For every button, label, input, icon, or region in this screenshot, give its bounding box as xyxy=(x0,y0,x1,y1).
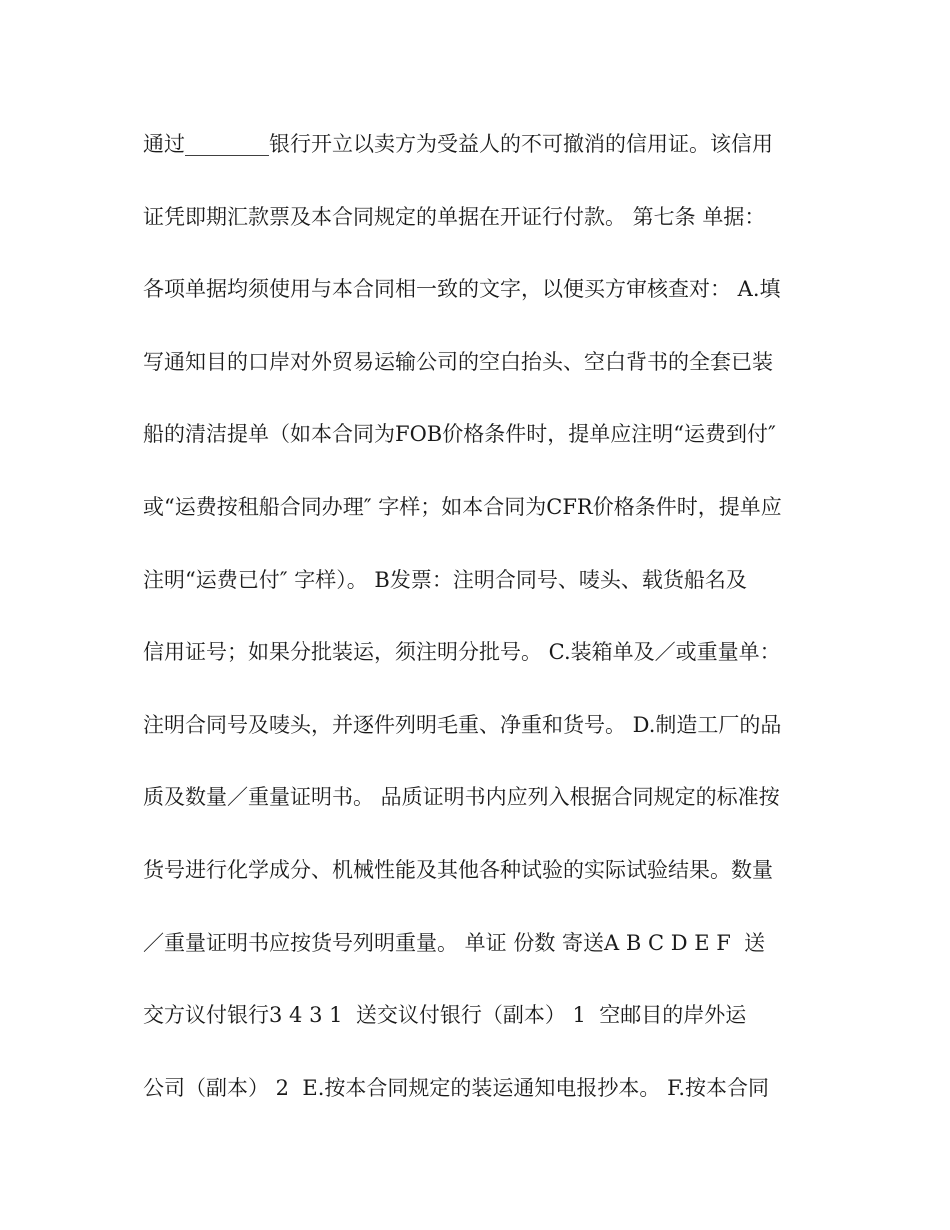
contract-text-body xyxy=(143,122,813,1138)
text-line: 或“运费按租船合同办理″ 字样；如本合同为CFR价格条件时，提单应 xyxy=(143,494,782,519)
text-line: 证凭即期汇款票及本合同规定的单据在开证行付款。 第七条 单据： xyxy=(143,204,766,229)
text-line: 货号进行化学成分、机械性能及其他各种试验的实际试验结果。数量 xyxy=(143,857,773,882)
text-line: 写通知目的口岸对外贸易运输公司的空白抬头、空白背书的全套已装 xyxy=(143,349,773,374)
text-line: 注明合同号及唛头，并逐件列明毛重、净重和货号。 D.制造工厂的品 xyxy=(143,712,782,737)
text-line: 交方议付银行3 4 3 1 送交议付银行（副本） 1 空邮目的岸外运 xyxy=(143,1003,747,1028)
text-line: ／重量证明书应按货号列明重量。 单证 份数 寄送A B C D E F 送 xyxy=(143,930,766,955)
text-line: 质及数量／重量证明书。 品质证明书内应列入根据合同规定的标准按 xyxy=(143,785,780,810)
text-line: 公司（副本） 2 E.按本合同规定的装运通知电报抄本。 F.按本合同 xyxy=(143,1075,770,1100)
text-line: 各项单据均须使用与本合同相一致的文字，以便买方审核查对： A.填 xyxy=(143,277,781,302)
text-line: 通过________银行开立以卖方为受益人的不可撤消的信用证。该信用 xyxy=(143,132,773,156)
text-line: 船的清洁提单（如本合同为FOB价格条件时，提单应注明“运费到付″ xyxy=(143,422,776,447)
text-line: 信用证号；如果分批装运，须注明分批号。 C.装箱单及／或重量单： xyxy=(143,640,781,665)
text-line: 注明“运费已付″ 字样）。 B发票：注明合同号、唛头、载货船名及 xyxy=(143,567,747,592)
